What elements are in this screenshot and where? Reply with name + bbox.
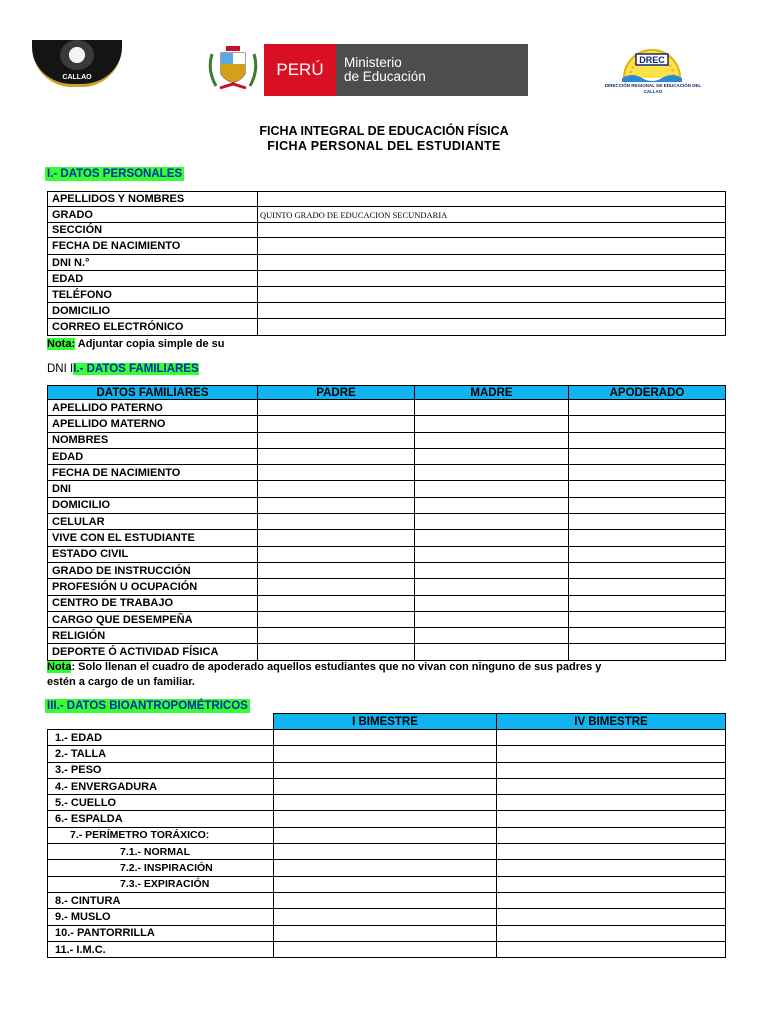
empty-cell xyxy=(497,762,726,778)
empty-cell xyxy=(258,465,415,481)
empty-cell xyxy=(415,432,569,448)
empty-cell xyxy=(415,497,569,513)
row-label: GRADO xyxy=(48,207,258,223)
table-row xyxy=(48,271,726,287)
empty-cell xyxy=(274,892,497,908)
family-note-label: Nota xyxy=(47,661,72,673)
section-personal-heading: I.- DATOS PERSONALES xyxy=(47,168,183,180)
row-label: FECHA DE NACIMIENTO xyxy=(48,238,258,255)
column-header: I BIMESTRE xyxy=(274,714,497,730)
empty-cell xyxy=(274,876,497,892)
empty-cell xyxy=(569,416,726,432)
empty-cell xyxy=(258,644,415,660)
empty-cell xyxy=(258,628,415,644)
ministry-line2: de Educación xyxy=(344,69,426,84)
table-row xyxy=(48,238,726,255)
table-row xyxy=(48,579,726,595)
empty-cell xyxy=(569,530,726,546)
empty-cell xyxy=(415,465,569,481)
ministry-line1: Ministerio xyxy=(344,55,402,70)
peru-label: PERÚ xyxy=(276,60,324,79)
empty-cell xyxy=(569,432,726,448)
table-row xyxy=(48,941,726,957)
column-header: MADRE xyxy=(415,386,569,400)
empty-cell xyxy=(497,746,726,762)
row-label: DEPORTE Ó ACTIVIDAD FÍSICA xyxy=(48,644,258,660)
peru-coat-of-arms-icon xyxy=(206,44,260,96)
column-header xyxy=(48,714,274,730)
empty-cell xyxy=(274,730,497,746)
table-row xyxy=(48,223,726,238)
row-value xyxy=(258,319,726,336)
empty-cell xyxy=(497,811,726,827)
empty-cell xyxy=(415,448,569,464)
table-row xyxy=(48,925,726,941)
personal-data-table xyxy=(47,191,726,336)
row-label: EDAD xyxy=(48,448,258,464)
empty-cell xyxy=(274,762,497,778)
empty-cell xyxy=(497,795,726,811)
empty-cell xyxy=(258,579,415,595)
empty-cell xyxy=(258,448,415,464)
page-subtitle: FICHA PERSONAL DEL ESTUDIANTE xyxy=(267,139,501,153)
empty-cell xyxy=(415,400,569,416)
row-label: DNI N.° xyxy=(48,255,258,271)
row-label: CENTRO DE TRABAJO xyxy=(48,595,258,611)
empty-cell xyxy=(274,778,497,794)
table-row xyxy=(48,811,726,827)
drec-caption: DIRECCIÓN REGIONAL DE EDUCACIÓN DEL CALLAO xyxy=(604,83,702,94)
table-row xyxy=(48,644,726,660)
row-label: NOMBRES xyxy=(48,432,258,448)
table-row xyxy=(48,909,726,925)
row-label: 4.- ENVERGADURA xyxy=(48,778,274,794)
row-label: CORREO ELECTRÓNICO xyxy=(48,319,258,336)
empty-cell xyxy=(569,595,726,611)
row-label: SECCIÓN xyxy=(48,223,258,238)
empty-cell xyxy=(569,481,726,497)
crest-emblem-icon xyxy=(60,40,94,70)
row-value: QUINTO GRADO DE EDUCACION SECUNDARIA xyxy=(258,207,726,223)
empty-cell xyxy=(497,941,726,957)
section-bio-heading: III.- DATOS BIOANTROPOMÉTRICOS xyxy=(47,700,248,712)
table-row xyxy=(48,860,726,876)
empty-cell xyxy=(415,514,569,530)
row-label: PROFESIÓN U OCUPACIÓN xyxy=(48,579,258,595)
row-value xyxy=(258,192,726,207)
row-label: 10.- PANTORRILLA xyxy=(48,925,274,941)
empty-cell xyxy=(274,925,497,941)
school-crest-logo xyxy=(32,40,122,87)
table-row xyxy=(48,628,726,644)
crest-label: CALLAO xyxy=(62,74,92,81)
empty-cell xyxy=(569,514,726,530)
empty-cell xyxy=(497,909,726,925)
empty-cell xyxy=(497,892,726,908)
empty-cell xyxy=(258,562,415,578)
table-row xyxy=(48,303,726,319)
row-label: 1.- EDAD xyxy=(48,730,274,746)
personal-note xyxy=(47,337,224,352)
family-data-table xyxy=(47,385,726,661)
column-header: DATOS FAMILIARES xyxy=(48,386,258,400)
table-row xyxy=(48,827,726,843)
peru-brand-box xyxy=(264,44,336,96)
row-label: DOMICILIO xyxy=(48,303,258,319)
table-row xyxy=(48,287,726,303)
empty-cell xyxy=(415,546,569,562)
empty-cell xyxy=(274,827,497,843)
family-heading-prefix: DNI I xyxy=(47,363,74,375)
table-row xyxy=(48,762,726,778)
column-header: IV BIMESTRE xyxy=(497,714,726,730)
empty-cell xyxy=(258,400,415,416)
empty-cell xyxy=(569,644,726,660)
empty-cell xyxy=(258,595,415,611)
table-row xyxy=(48,465,726,481)
drec-label: DREC xyxy=(639,55,665,65)
empty-cell xyxy=(258,497,415,513)
empty-cell xyxy=(569,579,726,595)
row-label: CELULAR xyxy=(48,514,258,530)
row-label: DOMICILIO xyxy=(48,497,258,513)
empty-cell xyxy=(415,579,569,595)
table-row xyxy=(48,192,726,207)
row-label: TELÉFONO xyxy=(48,287,258,303)
empty-cell xyxy=(497,778,726,794)
table-row xyxy=(48,481,726,497)
family-note-line1: : Solo llenan el cuadro de apoderado aquellos estudiantes que no vivan con ninguno de sus padres y xyxy=(71,661,602,673)
empty-cell xyxy=(569,562,726,578)
empty-cell xyxy=(497,730,726,746)
table-row xyxy=(48,892,726,908)
row-label: FECHA DE NACIMIENTO xyxy=(48,465,258,481)
row-value xyxy=(258,287,726,303)
table-header-row xyxy=(48,714,726,730)
empty-cell xyxy=(415,595,569,611)
empty-cell xyxy=(274,860,497,876)
row-label: APELLIDO MATERNO xyxy=(48,416,258,432)
table-row xyxy=(48,319,726,336)
empty-cell xyxy=(258,432,415,448)
empty-cell xyxy=(274,795,497,811)
empty-cell xyxy=(497,860,726,876)
row-label: RELIGIÓN xyxy=(48,628,258,644)
empty-cell xyxy=(258,530,415,546)
section-family-heading: I.- DATOS FAMILIARES xyxy=(73,363,199,375)
empty-cell xyxy=(258,416,415,432)
table-header-row xyxy=(48,386,726,400)
empty-cell xyxy=(497,827,726,843)
empty-cell xyxy=(274,746,497,762)
table-row xyxy=(48,416,726,432)
table-row xyxy=(48,611,726,627)
empty-cell xyxy=(569,400,726,416)
table-row xyxy=(48,595,726,611)
table-row xyxy=(48,448,726,464)
empty-cell xyxy=(274,909,497,925)
empty-cell xyxy=(258,514,415,530)
page-title: FICHA INTEGRAL DE EDUCACIÓN FÍSICA xyxy=(259,124,509,138)
empty-cell xyxy=(569,611,726,627)
table-row xyxy=(48,400,726,416)
empty-cell xyxy=(497,876,726,892)
row-value xyxy=(258,303,726,319)
personal-note-text: Adjuntar copia simple de su xyxy=(75,338,225,350)
row-label: 7.1.- NORMAL xyxy=(48,844,274,860)
row-label: 8.- CINTURA xyxy=(48,892,274,908)
empty-cell xyxy=(258,611,415,627)
table-row xyxy=(48,207,726,223)
family-heading-line xyxy=(47,362,199,377)
row-label: 3.- PESO xyxy=(48,762,274,778)
table-row xyxy=(48,432,726,448)
row-label: EDAD xyxy=(48,271,258,287)
personal-note-label: Nota: xyxy=(47,338,76,350)
table-row xyxy=(48,514,726,530)
row-value xyxy=(258,255,726,271)
column-header: PADRE xyxy=(258,386,415,400)
row-label: GRADO DE INSTRUCCIÓN xyxy=(48,562,258,578)
column-header: APODERADO xyxy=(569,386,726,400)
empty-cell xyxy=(569,497,726,513)
table-row xyxy=(48,497,726,513)
row-label: 11.- I.M.C. xyxy=(48,941,274,957)
empty-cell xyxy=(415,628,569,644)
empty-cell xyxy=(258,546,415,562)
row-label: CARGO QUE DESEMPEÑA xyxy=(48,611,258,627)
table-row xyxy=(48,876,726,892)
table-row xyxy=(48,546,726,562)
row-value xyxy=(258,271,726,287)
table-row xyxy=(48,255,726,271)
row-label: APELLIDO PATERNO xyxy=(48,400,258,416)
empty-cell xyxy=(415,562,569,578)
row-label: 5.- CUELLO xyxy=(48,795,274,811)
table-row xyxy=(48,730,726,746)
empty-cell xyxy=(569,628,726,644)
row-value xyxy=(258,223,726,238)
table-row xyxy=(48,844,726,860)
table-row xyxy=(48,795,726,811)
row-value xyxy=(258,238,726,255)
row-label: 7.- PERÍMETRO TORÁXICO: xyxy=(48,827,274,843)
row-label: 6.- ESPALDA xyxy=(48,811,274,827)
empty-cell xyxy=(497,844,726,860)
row-label: APELLIDOS Y NOMBRES xyxy=(48,192,258,207)
empty-cell xyxy=(415,644,569,660)
empty-cell xyxy=(415,481,569,497)
row-label: ESTADO CIVIL xyxy=(48,546,258,562)
row-label: 7.3.- EXPIRACIÓN xyxy=(48,876,274,892)
family-note-line2: estén a cargo de un familiar. xyxy=(47,676,195,688)
empty-cell xyxy=(274,844,497,860)
table-row xyxy=(48,746,726,762)
bioanthropometric-table xyxy=(47,713,726,958)
table-row xyxy=(48,562,726,578)
row-label: 9.- MUSLO xyxy=(48,909,274,925)
empty-cell xyxy=(274,941,497,957)
row-label: 2.- TALLA xyxy=(48,746,274,762)
empty-cell xyxy=(258,481,415,497)
empty-cell xyxy=(569,465,726,481)
empty-cell xyxy=(415,611,569,627)
ministry-brand-box xyxy=(336,44,528,96)
empty-cell xyxy=(415,416,569,432)
row-label: DNI xyxy=(48,481,258,497)
family-note xyxy=(47,660,601,690)
empty-cell xyxy=(415,530,569,546)
table-row xyxy=(48,530,726,546)
table-row xyxy=(48,778,726,794)
empty-cell xyxy=(497,925,726,941)
empty-cell xyxy=(274,811,497,827)
row-label: 7.2.- INSPIRACIÓN xyxy=(48,860,274,876)
empty-cell xyxy=(569,448,726,464)
empty-cell xyxy=(569,546,726,562)
row-label: VIVE CON EL ESTUDIANTE xyxy=(48,530,258,546)
